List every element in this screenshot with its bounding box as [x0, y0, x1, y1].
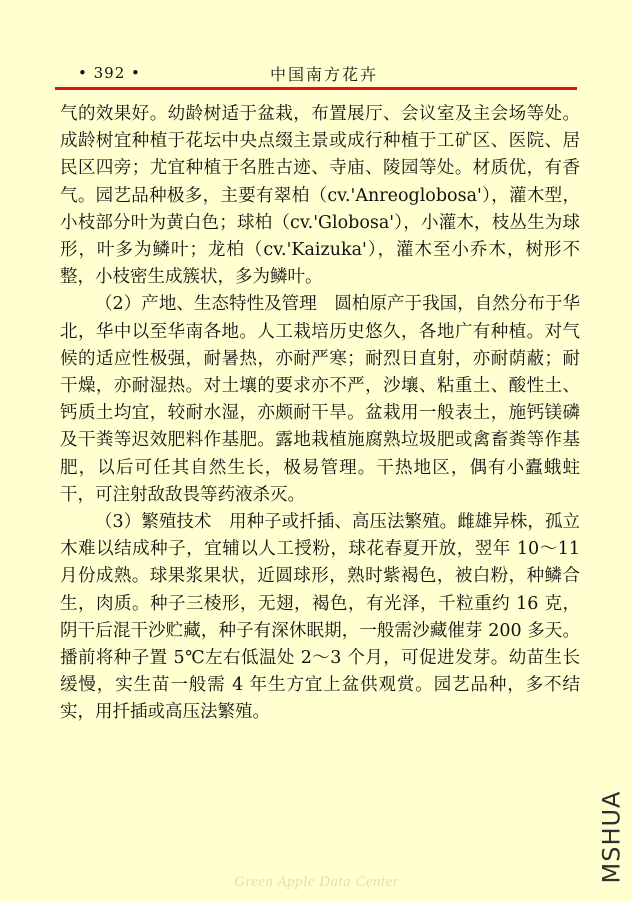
text-line: 一般需沙藏催芽 200 多天。播前将种子置 5℃左右低温处 2～ — [60, 620, 581, 669]
text-line: （2）产地、生态特性及管理 圆柏原产于我国，自然分 — [95, 294, 528, 315]
page-header — [0, 0, 632, 92]
text-line: 长，极易管理。干热地区，偶有小蠹蛾蛀干，可注射敌敌畏 — [60, 457, 581, 505]
text-line: 区、医院、居民区四旁；尤宜种植于名胜古迹、寺庙、陵园 — [60, 131, 581, 179]
text-line: 沙壤、粘重土、酸性土、钙质土均宜，较耐水湿，亦颇耐干 — [60, 376, 581, 424]
text-line: 直射，亦耐荫蔽；耐干燥，亦耐湿热。对土壤的要求亦不严， — [60, 348, 581, 397]
text-line: 等药液杀灭。 — [200, 484, 305, 505]
text-line: 'Kaizuka'），灌木至小乔木，树形不整，小枝密生成簇状，多 — [60, 240, 580, 288]
text-line: 'Anreoglobosa'），灌木型，小枝部分叶为黄白色；球柏（cv. — [60, 185, 580, 233]
text-line: 被白粉，种鳞合生，肉质。种子三棱形，无翅，褐色，有光 — [60, 566, 581, 614]
header-rule — [55, 87, 577, 90]
text-line: 为鳞叶。 — [252, 267, 323, 288]
text-line: 宜上盆供观赏。园艺品种，多不结实，用扦插或高压法繁殖。 — [60, 675, 581, 723]
text-line: 等处。成龄树宜种植于花坛中央点缀主景或成行种植于工矿 — [60, 104, 581, 152]
text-line: 年 10～11 月份成熟。球果浆果状，近圆球形，熟时紫褐色， — [60, 539, 580, 587]
text-line: （3）繁殖技术 用种子或扦插、高压法繁殖。雌雄异株， — [95, 512, 545, 533]
text-line: 等处。材质优，有香气。园艺品种极多，主要有翠柏（cv. — [60, 158, 581, 206]
text-line: 气的效果好。幼龄树适于盆栽，布置展厅、会议室及主会场 — [60, 104, 527, 124]
text-line: 地栽植施腐熟垃圾肥或禽畜粪等作基肥，以后可任其自然生 — [60, 430, 581, 478]
text-line: 泽，千粒重约 16 克，阴干后混干沙贮藏，种子有深休眠期， — [60, 593, 580, 641]
text-line: 有种植。对气候的适应性极强，耐暑热，亦耐严寒；耐烈日 — [60, 321, 581, 369]
paragraph — [60, 509, 580, 727]
side-watermark — [596, 782, 626, 892]
text-line: 布于华北，华中以至华南各地。人工栽培历史悠久，各地广 — [60, 294, 581, 342]
text-line: 旱。盆栽用一般表土，施钙镁磷及干粪等迟效肥料作基肥。露 — [60, 403, 581, 451]
side-watermark-text: MSHUA — [597, 790, 626, 884]
body-text — [60, 101, 580, 727]
running-title: 中国南方花卉 — [270, 65, 379, 84]
bottom-watermark: Green Apple Data Center — [234, 874, 400, 890]
text-line: 孤立木难以结成种子，宜辅以人工授粉，球花春夏开放，翌 — [60, 512, 581, 560]
page-number: • 392 • — [78, 64, 141, 82]
paragraph — [60, 291, 580, 509]
text-line: 3 个月，可促进发芽。幼苗生长缓慢，实生苗一般需 4 年生方 — [60, 648, 580, 696]
text-line: 'Globosa'），小灌木，枝丛生为球形，叶多为鳞叶；龙柏（cv. — [60, 212, 580, 261]
paragraph — [60, 101, 580, 291]
